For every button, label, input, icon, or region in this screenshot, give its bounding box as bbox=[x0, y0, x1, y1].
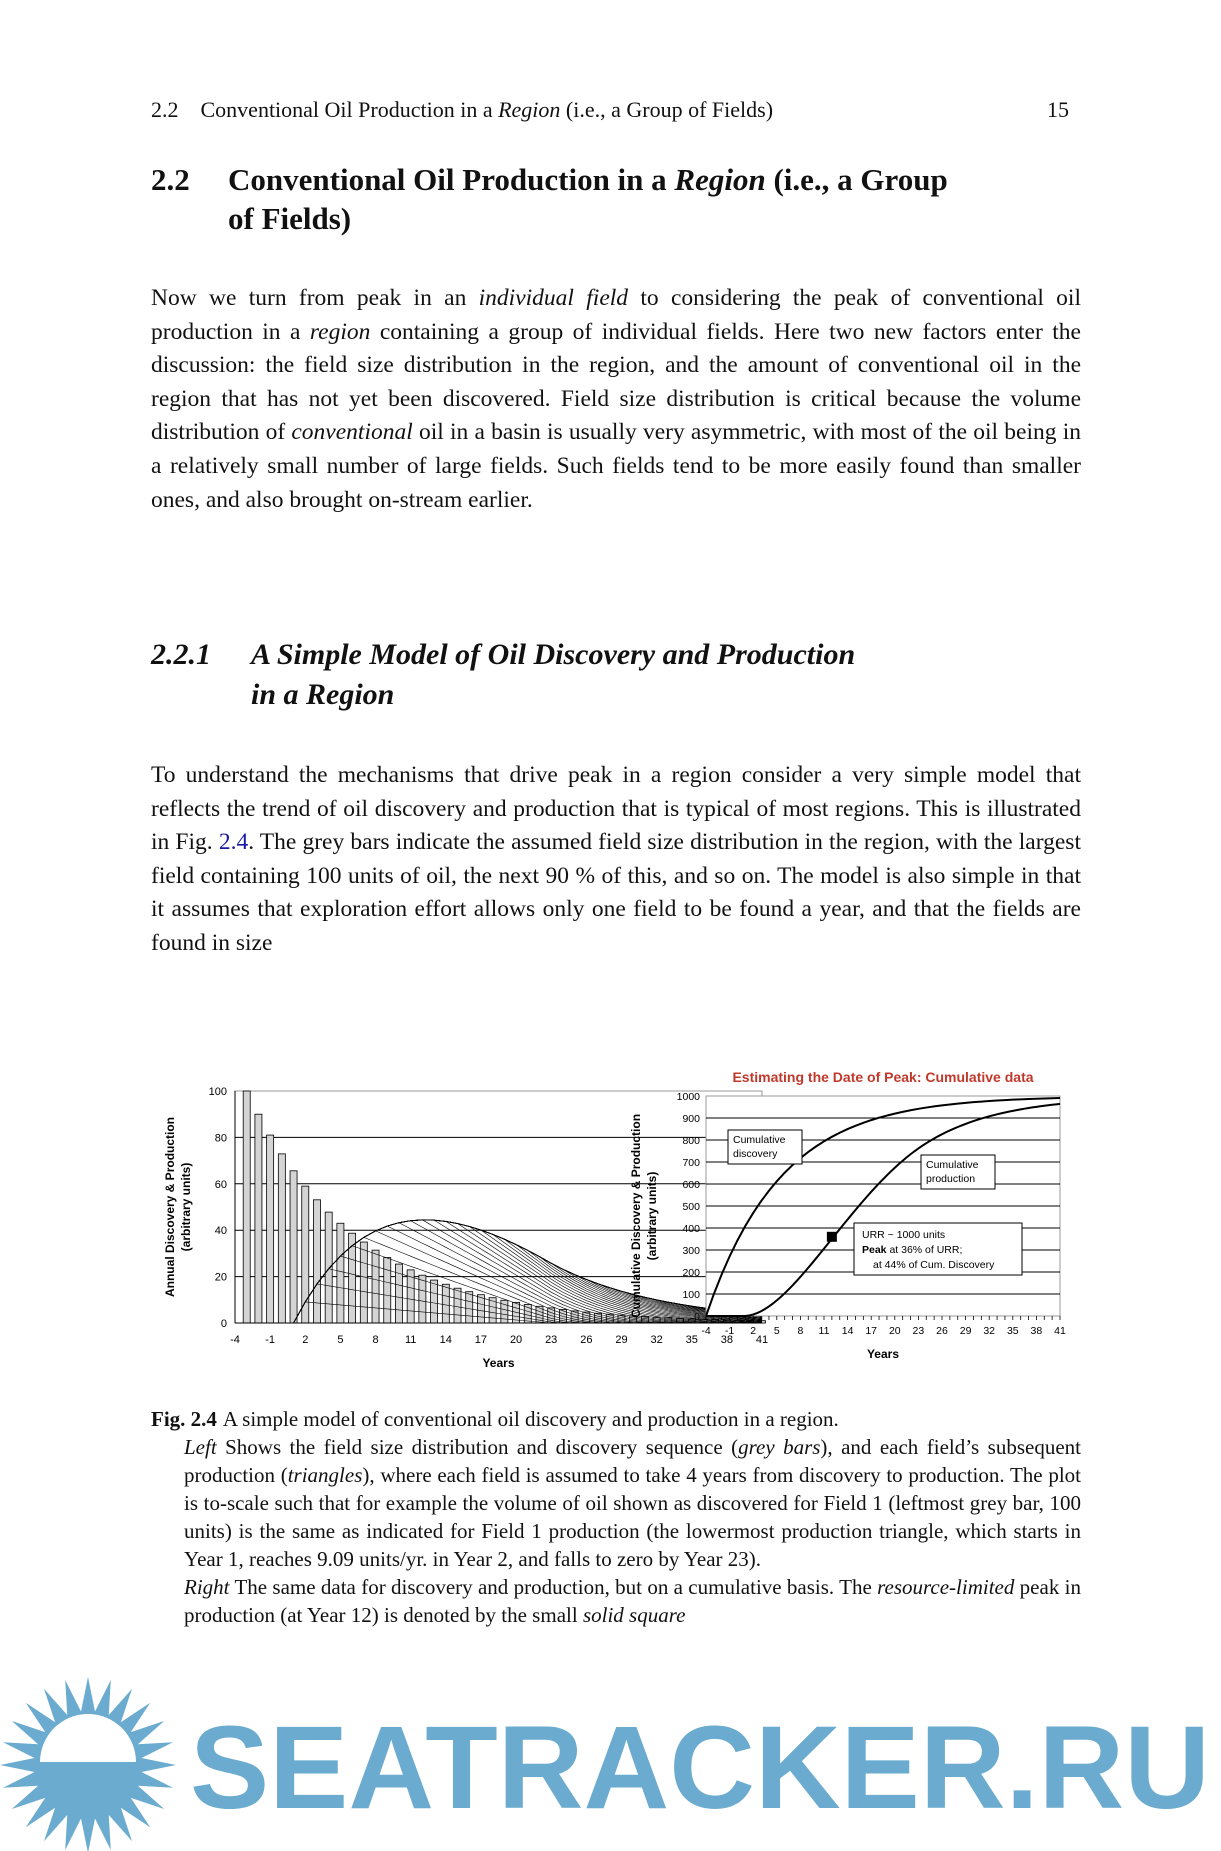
x-tick-label: 8 bbox=[797, 1325, 804, 1337]
label-cumulative-discovery-text: Cumulative bbox=[733, 1134, 786, 1146]
x-tick-label: 17 bbox=[474, 1334, 488, 1346]
x-tick-label: 17 bbox=[865, 1325, 878, 1337]
caption-right bbox=[151, 1573, 1081, 1629]
text-run: Right bbox=[184, 1575, 230, 1599]
text-run: ), and each field’s subsequent production ( bbox=[184, 1435, 1081, 1487]
peak-marker bbox=[827, 1232, 837, 1242]
discovery-bar bbox=[337, 1223, 344, 1323]
discovery-bar bbox=[278, 1154, 285, 1323]
y-tick-label: 0 bbox=[220, 1318, 227, 1330]
discovery-bar bbox=[431, 1280, 438, 1323]
x-tick-label: 2 bbox=[302, 1334, 309, 1346]
text-run: Now we turn from peak in an bbox=[151, 285, 479, 311]
paragraph-intro bbox=[151, 282, 1081, 517]
y-tick-label: 200 bbox=[682, 1267, 700, 1279]
x-tick-label: -4 bbox=[230, 1334, 240, 1346]
text-run: region bbox=[309, 318, 371, 345]
y-tick-label: 800 bbox=[682, 1135, 700, 1147]
y-tick-label: 80 bbox=[214, 1132, 227, 1145]
annotation-line1: URR ~ 1000 units bbox=[862, 1229, 946, 1241]
x-tick-label: 11 bbox=[818, 1325, 830, 1337]
text-run: The same data for discovery and production, but on a cumulative basis. The bbox=[229, 1575, 878, 1599]
subsection-number: 2.2.1 bbox=[151, 638, 211, 671]
text-run: resource-limited bbox=[877, 1575, 1015, 1599]
y-axis-label-line1: Cumulative Discovery & Production bbox=[629, 1113, 643, 1319]
x-tick-label: 20 bbox=[888, 1325, 901, 1337]
sun-rays bbox=[0, 1677, 176, 1851]
discovery-bar bbox=[384, 1258, 391, 1323]
text-run: containing a group of individual fields. Here two new factors enter the discussion: the field size distribution in the region, and the amount of conventional oil in the region that has not yet been discovered. Field size distribution is critical because the volume distribution of bbox=[151, 318, 1081, 446]
y-tick-label: 100 bbox=[208, 1086, 227, 1098]
x-axis-label: Years bbox=[482, 1356, 515, 1370]
running-head bbox=[151, 97, 1081, 123]
x-tick-label: -1 bbox=[265, 1334, 276, 1346]
x-tick-label: 14 bbox=[841, 1325, 854, 1337]
x-tick-label: 11 bbox=[404, 1334, 417, 1346]
chart-cumulative bbox=[630, 1068, 1090, 1388]
y-tick-label: 40 bbox=[214, 1225, 227, 1238]
label-cumulative-discovery-text: discovery bbox=[733, 1148, 778, 1160]
y-axis-label-line2: (arbitrary units) bbox=[179, 1162, 193, 1252]
x-tick-label: 14 bbox=[439, 1334, 452, 1346]
y-tick-label: 500 bbox=[682, 1201, 700, 1213]
x-tick-label: 26 bbox=[580, 1334, 593, 1346]
x-tick-label: 32 bbox=[983, 1325, 996, 1337]
y-tick-label: 600 bbox=[682, 1179, 700, 1191]
x-tick-label: 8 bbox=[372, 1334, 379, 1346]
y-tick-label: 700 bbox=[682, 1157, 700, 1169]
figure-label: Fig. 2.4 bbox=[151, 1407, 217, 1431]
x-tick-label: 23 bbox=[912, 1325, 925, 1337]
text-run: to considering the peak of conventional oil production in a bbox=[151, 285, 1081, 345]
x-tick-label: 5 bbox=[773, 1325, 780, 1337]
y-axis-label-line1: Annual Discovery & Production bbox=[163, 1116, 177, 1298]
text-run: grey bars bbox=[738, 1435, 821, 1459]
figure-caption: Fig. 2.4 A simple model of conventional oil discovery and production in a region. Left Shows the field size distribution and discovery sequence (grey bars), and each field’s subsequent production (triangles), where each field is assumed to take 4 years from discovery to production. The plot is to-scale such that for example the volume of oil shown as discovered for Field 1 (leftmost grey bar, 100 units) is the same as indicated for Field 1 production (the lowermost production triangle, which starts in Year 1, reaches 9.09 units/yr. in Year 2, and falls to zero by Year 23). Right The same data for discovery and production, but on a cumulative basis. The resource-limited peak in production (at Year 12) is denoted by the small solid square bbox=[151, 1407, 1081, 1627]
annotation-peak-bold: Peak bbox=[862, 1244, 887, 1256]
subsection-title: 2.2.1 A Simple Model of Oil Discovery and Production in a Region bbox=[151, 635, 855, 715]
annotation-line2 bbox=[862, 1244, 962, 1256]
y-axis-label bbox=[163, 1117, 193, 1297]
x-tick-label: 38 bbox=[720, 1334, 733, 1346]
y-tick-label: 900 bbox=[682, 1113, 700, 1125]
y-tick-label: 100 bbox=[682, 1289, 700, 1301]
running-head-title: 2.2 Conventional Oil Production in a Region (i.e., a Group of Fields) bbox=[151, 97, 774, 122]
x-tick-label: -1 bbox=[724, 1325, 735, 1337]
sun-icon bbox=[0, 1677, 176, 1851]
paragraph-model: To understand the mechanisms that drive peak in a region consider a very simple model that reflects the trend of oil discovery and production that is typical of most regions. This is illustrated in Fig. 2.4. The grey bars indicate the assumed field size distribution in the region, with the largest field containing 100 units of oil, the next 90 % of this, and so on. The model is also simple in that it assumes that exploration effort allows only one field to be found a year, and that the fields are found in size bbox=[151, 762, 1081, 956]
x-tick-label: 35 bbox=[685, 1334, 698, 1346]
discovery-bar bbox=[466, 1292, 473, 1323]
label-cumulative-production-text: production bbox=[926, 1173, 976, 1185]
discovery-bar bbox=[477, 1295, 484, 1323]
annotation-line3: at 44% of Cum. Discovery bbox=[873, 1259, 995, 1271]
x-tick-label: 38 bbox=[1030, 1325, 1043, 1337]
text-run: oil in a basin is usually very asymmetric, with most of the oil being in a relatively small number of large fields. Such fields tend to be more easily found than smaller ones, and also brought on-stream earlier. bbox=[151, 419, 1081, 513]
discovery-bar bbox=[442, 1284, 449, 1323]
x-tick-label: 5 bbox=[337, 1334, 344, 1346]
discovery-bar bbox=[290, 1171, 297, 1323]
section-number: 2.2 bbox=[151, 162, 190, 197]
x-tick-label: 35 bbox=[1006, 1325, 1019, 1337]
sun-dome bbox=[40, 1714, 136, 1762]
x-tick-label: 2 bbox=[750, 1325, 757, 1337]
y-tick-label: 0 bbox=[694, 1311, 700, 1323]
discovery-bar bbox=[255, 1114, 262, 1323]
annotation-peak-rest: at 36% of URR; bbox=[886, 1244, 963, 1256]
text-run: individual field bbox=[478, 285, 629, 311]
page-number: 15 bbox=[1047, 97, 1069, 122]
discovery-bar bbox=[313, 1200, 320, 1323]
y-tick-label: 300 bbox=[682, 1245, 700, 1257]
y-axis-label-line2: (arbitrary units) bbox=[645, 1171, 659, 1261]
discovery-bar bbox=[267, 1135, 274, 1323]
x-tick-label: 23 bbox=[545, 1334, 558, 1346]
x-tick-label: 32 bbox=[650, 1334, 663, 1346]
y-tick-label: 1000 bbox=[676, 1091, 700, 1103]
figure-link[interactable]: 2.4 bbox=[218, 829, 249, 856]
x-tick-label: 41 bbox=[1054, 1325, 1066, 1337]
watermark-logo bbox=[0, 1680, 1221, 1851]
x-tick-label: 26 bbox=[936, 1325, 948, 1337]
y-tick-label: 400 bbox=[682, 1223, 700, 1235]
text-run: Shows the field size distribution and discovery sequence ( bbox=[216, 1435, 739, 1459]
discovery-bar bbox=[454, 1288, 461, 1323]
text-run: ), where each field is assumed to take 4 years from discovery to production. The plot is to-scale such that for example the volume of oil shown as discovered for Field 1 (leftmost grey bar, 100 units) is the same as indicated for Field 1 production (the lowermost production triangle, which starts in Year 1, reaches 9.09 units/yr. in Year 2, and falls to zero by Year 23). bbox=[184, 1463, 1081, 1571]
section-title: 2.2 Conventional Oil Production in a Region (i.e., a Group of Fields) bbox=[151, 162, 948, 236]
caption-left bbox=[151, 1433, 1081, 1573]
chart-title: Estimating the Date of Peak: Cumulative data bbox=[732, 1069, 1034, 1085]
x-tick-label: -4 bbox=[701, 1325, 711, 1337]
discovery-bar bbox=[360, 1242, 367, 1323]
text-run: conventional bbox=[291, 419, 413, 446]
text-run: peak in production (at Year 12) is denoted by the small bbox=[184, 1575, 1081, 1627]
label-cumulative-production-text: Cumulative bbox=[926, 1159, 979, 1171]
x-tick-label: 20 bbox=[509, 1334, 523, 1346]
x-tick-label: 41 bbox=[755, 1334, 769, 1346]
discovery-bar bbox=[325, 1212, 332, 1323]
y-tick-label: 60 bbox=[214, 1178, 227, 1191]
text-run: solid square bbox=[582, 1603, 686, 1627]
x-axis-label: Years bbox=[866, 1347, 900, 1361]
discovery-bar bbox=[372, 1250, 379, 1323]
text-run: triangles bbox=[287, 1463, 363, 1487]
text-run: Left bbox=[184, 1435, 217, 1459]
discovery-bar bbox=[419, 1275, 426, 1323]
x-tick-label: 29 bbox=[959, 1325, 972, 1337]
watermark-text: SEATRACKER.RU bbox=[190, 1702, 1210, 1834]
y-axis-label bbox=[629, 1114, 659, 1318]
x-tick-label: 29 bbox=[615, 1334, 628, 1346]
y-tick-label: 20 bbox=[214, 1271, 227, 1284]
discovery-bar bbox=[243, 1091, 250, 1323]
